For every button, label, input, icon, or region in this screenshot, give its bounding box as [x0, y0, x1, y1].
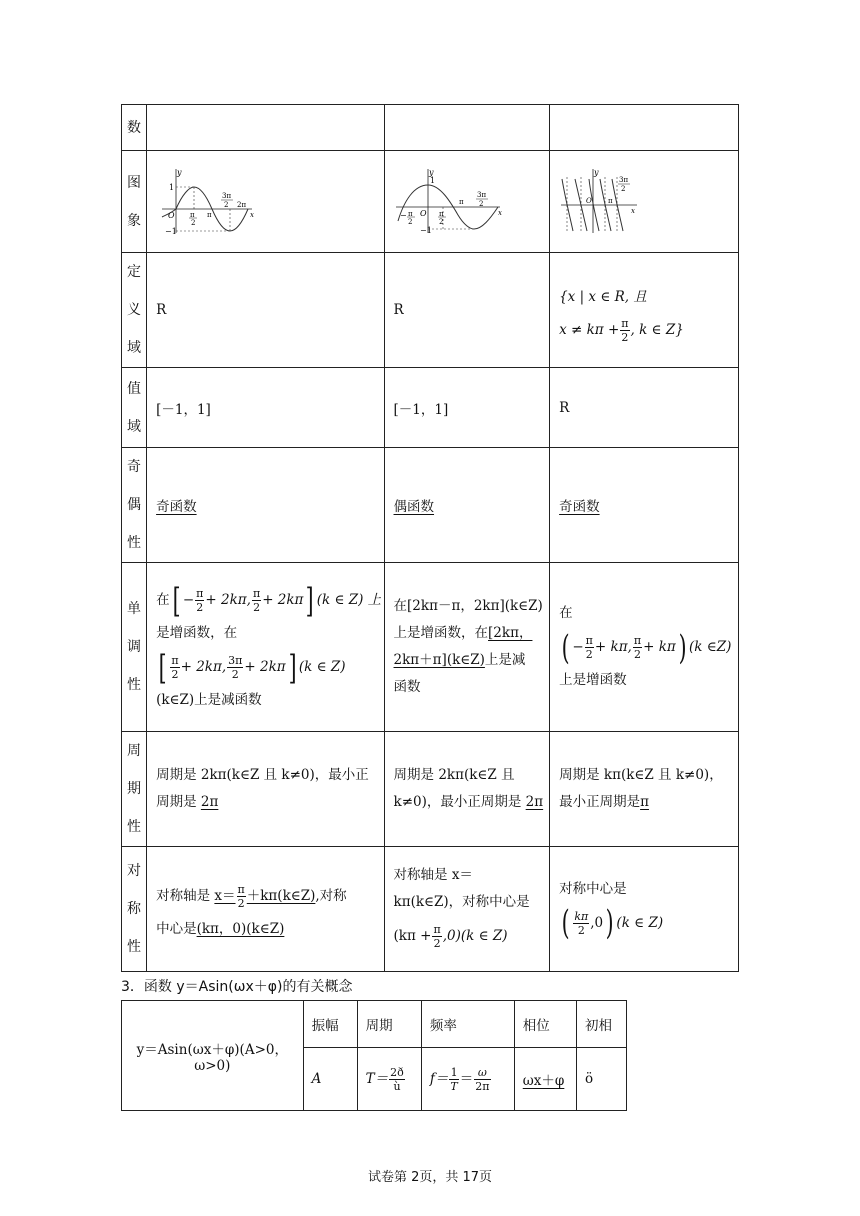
domain-cos: R	[384, 253, 550, 368]
svg-text:O: O	[586, 196, 592, 205]
initial-phase-value: ö	[576, 1048, 626, 1111]
cell-sin	[147, 105, 384, 151]
symmetry-sin: 对称轴是 x＝ $\frac{\pi}{2}$ ＋kπ(k∈Z),对称 中心是(kπ，0)(k∈Z)	[147, 847, 384, 972]
row-header: 定 义 域	[122, 253, 147, 368]
svg-text:x: x	[631, 206, 636, 215]
svg-text:π: π	[458, 197, 464, 206]
header-frequency: 频率	[421, 1001, 514, 1048]
table-row	[122, 105, 739, 151]
concept-row-label: y＝Asin(ωx＋φ)(A>0，ω>0)	[122, 1001, 304, 1111]
svg-text:2π: 2π	[237, 200, 247, 209]
svg-text:π: π	[190, 210, 195, 219]
svg-text:O: O	[168, 210, 175, 220]
row-header: 图 象	[122, 151, 147, 253]
svg-text:x: x	[497, 208, 502, 217]
header-period: 周期	[357, 1001, 421, 1048]
page-footer: 试卷第 2页，共 17页	[367, 1170, 493, 1185]
sin-graph	[156, 167, 256, 237]
parity-tan: 奇函数	[550, 448, 739, 563]
svg-text:x: x	[250, 210, 255, 219]
monotonic-cos: 在[2kπ－π，2kπ](k∈Z) 上是增函数，在[2kπ， 2kπ＋π](k∈Z)上是减 函数	[384, 563, 550, 732]
parity-cos: 偶函数	[384, 448, 550, 563]
svg-text:3π: 3π	[476, 190, 486, 199]
row-header: 数	[122, 105, 147, 151]
table-row	[122, 563, 739, 732]
table-row	[122, 253, 739, 368]
cell-cos-graph	[384, 151, 550, 253]
table-row	[122, 847, 739, 972]
svg-text:y: y	[594, 167, 599, 177]
cell-tan	[550, 105, 739, 151]
row-header: 值 域	[122, 368, 147, 448]
monotonic-tan: 在 ( − $\frac{\pi}{2}$ + kπ, $\frac{\pi}{2}$ + kπ) (k ∈Z) 上是增函数	[550, 563, 739, 732]
row-header: 对 称 性	[122, 847, 147, 972]
table-row	[122, 732, 739, 847]
cell-cos	[384, 105, 550, 151]
parity-sin: 奇函数	[147, 448, 384, 563]
header-phase: 相位	[514, 1001, 576, 1048]
cos-graph	[394, 167, 504, 237]
symmetry-tan: 对称中心是 ( $\frac{k\pi}{2}$ ,0) (k ∈ Z)	[550, 847, 739, 972]
concept-table	[121, 1000, 627, 1111]
svg-text:2: 2	[224, 200, 229, 209]
svg-text:2: 2	[621, 184, 626, 193]
row-header: 单 调 性	[122, 563, 147, 732]
period-cos: 周期是 2kπ(k∈Z 且 k≠0)，最小正周期是 2π	[384, 732, 550, 847]
svg-text:−: −	[399, 210, 407, 220]
table-row	[122, 448, 739, 563]
monotonic-sin: 在[ − $\frac{\pi}{2}$ + 2kπ, $\frac{\pi}{2}$ + 2kπ] (k ∈ Z) 上 是增函数，在 [ $\frac{\pi}{2}$ + 2kπ, $\frac{3\pi}{2}$ + 2kπ] (k ∈ Z) (k∈Z)上是减函数	[147, 563, 384, 732]
range-sin: [－1，1]	[147, 368, 384, 448]
range-cos: [－1，1]	[384, 368, 550, 448]
svg-text:2: 2	[478, 199, 483, 208]
trig-properties-table	[121, 104, 739, 972]
frequency-value: f＝ $\frac{1}{T}$ ＝ $\frac{\omega}{2\pi}$	[421, 1048, 514, 1111]
phase-value: ωx＋φ	[514, 1048, 576, 1111]
svg-text:2: 2	[191, 218, 196, 227]
svg-text:1: 1	[429, 175, 435, 185]
period-value: T＝ $\frac{2ð}{ù}$	[357, 1048, 421, 1111]
svg-text:−1: −1	[165, 226, 177, 236]
table-row	[122, 1001, 627, 1048]
symmetry-cos: 对称轴是 x＝ kπ(k∈Z)，对称中心是 (kπ + $\frac{\pi}{2}$ ,0)(k ∈ Z)	[384, 847, 550, 972]
cell-sin-graph	[147, 151, 384, 253]
table-row	[122, 151, 739, 253]
svg-text:3π: 3π	[222, 191, 232, 200]
range-tan: R	[550, 368, 739, 448]
tan-graph	[559, 167, 639, 237]
svg-text:π: π	[438, 209, 444, 218]
svg-text:3π: 3π	[619, 175, 629, 184]
cell-tan-graph	[550, 151, 739, 253]
period-tan: 周期是 kπ(k∈Z 且 k≠0)， 最小正周期是π	[550, 732, 739, 847]
amplitude-value: A	[303, 1048, 357, 1111]
header-amplitude: 振幅	[303, 1001, 357, 1048]
svg-text:1: 1	[169, 182, 175, 192]
svg-text:π: π	[608, 196, 613, 205]
period-sin: 周期是 2kπ(k∈Z 且 k≠0)，最小正 周期是 2π	[147, 732, 384, 847]
svg-text:π: π	[407, 209, 413, 218]
row-header: 奇 偶 性	[122, 448, 147, 563]
section-title: 3．函数 y＝Asin(ωx＋φ)的有关概念	[121, 979, 353, 995]
svg-text:y: y	[428, 167, 434, 177]
svg-text:O: O	[419, 208, 427, 218]
domain-sin: R	[147, 253, 384, 368]
svg-text:2: 2	[438, 217, 443, 226]
svg-text:−1: −1	[419, 225, 432, 235]
domain-tan: {x | x ∈ R, 且 x ≠ kπ + $\frac{\pi}{2}$ , k ∈ Z}	[550, 253, 739, 368]
svg-text:y: y	[177, 167, 182, 177]
header-initial-phase: 初相	[576, 1001, 626, 1048]
row-header: 周 期 性	[122, 732, 147, 847]
svg-text:2: 2	[407, 217, 412, 226]
svg-text:π: π	[207, 210, 212, 219]
table-row	[122, 368, 739, 448]
